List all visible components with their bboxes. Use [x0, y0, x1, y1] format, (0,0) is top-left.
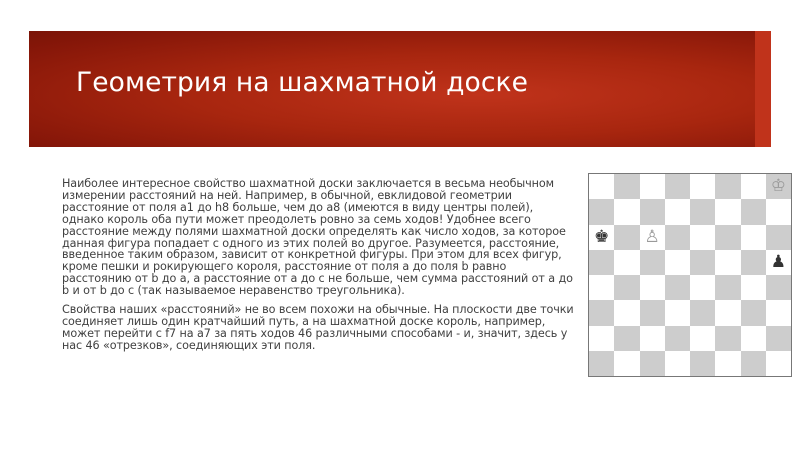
- square-g6: [741, 225, 766, 250]
- square-a3: [589, 300, 614, 325]
- square-e7: [690, 199, 715, 224]
- square-d5: [665, 250, 690, 275]
- square-f6: [715, 225, 740, 250]
- square-f3: [715, 300, 740, 325]
- square-f2: [715, 326, 740, 351]
- square-h6: [766, 225, 791, 250]
- square-f4: [715, 275, 740, 300]
- square-d6: [665, 225, 690, 250]
- square-g5: [741, 250, 766, 275]
- square-g4: [741, 275, 766, 300]
- slide-title: Геометрия на шахматной доске: [76, 67, 529, 98]
- square-d7: [665, 199, 690, 224]
- square-f8: [715, 174, 740, 199]
- square-f7: [715, 199, 740, 224]
- square-b4: [614, 275, 639, 300]
- black-pawn-icon: ♟: [770, 251, 786, 272]
- square-e2: [690, 326, 715, 351]
- square-d1: [665, 351, 690, 376]
- square-h1: [766, 351, 791, 376]
- square-c5: [640, 250, 665, 275]
- square-e8: [690, 174, 715, 199]
- square-c1: [640, 351, 665, 376]
- square-b7: [614, 199, 639, 224]
- square-h4: [766, 275, 791, 300]
- square-a2: [589, 326, 614, 351]
- square-d4: [665, 275, 690, 300]
- square-h8: [766, 174, 791, 199]
- square-a7: [589, 199, 614, 224]
- accent-stripe: [755, 31, 771, 147]
- square-d8: [665, 174, 690, 199]
- chess-board: [588, 173, 792, 377]
- square-a1: [589, 351, 614, 376]
- square-b2: [614, 326, 639, 351]
- square-h2: [766, 326, 791, 351]
- slide-body: [62, 178, 576, 359]
- square-g8: [741, 174, 766, 199]
- square-c2: [640, 326, 665, 351]
- square-h7: [766, 199, 791, 224]
- square-a6: [589, 225, 614, 250]
- top-bar: [0, 0, 800, 31]
- square-d2: [665, 326, 690, 351]
- square-f1: [715, 351, 740, 376]
- paragraph-1: Наиболее интересное свойство шахматной доски заключается в весьма необычном измерении расстояний на ней. Например, в обычной, евклидовой геометрии расстояние от поля а1 до h8 больше, чем до а8 (имеются в виду центры полей), однако король оба пути может преодолеть ровно за семь ходов! Удобнее всего расстояние между полями шахматной доски определять как число ходов, за которое данная фигура попадает с одного из этих полей во другое. Разумеется, расстояние, введенное таким образом, зависит от конкретной фигуры. При этом для всех фигур, кроме пешки и рокирующего короля, расстояние от поля а до поля b равно расстоянию от b до a, а расстояние от а до с не больше, чем сумма расстояний от а до b и от b до с (так называемое неравенство треугольника).: [62, 177, 573, 298]
- square-f5: [715, 250, 740, 275]
- square-g3: [741, 300, 766, 325]
- black-king-icon: ♚: [594, 226, 610, 247]
- square-a5: [589, 250, 614, 275]
- square-c3: [640, 300, 665, 325]
- square-d3: [665, 300, 690, 325]
- square-a8: [589, 174, 614, 199]
- square-c7: [640, 199, 665, 224]
- square-c8: [640, 174, 665, 199]
- square-e4: [690, 275, 715, 300]
- square-b3: [614, 300, 639, 325]
- square-c4: [640, 275, 665, 300]
- square-b5: [614, 250, 639, 275]
- square-h5: [766, 250, 791, 275]
- square-g7: [741, 199, 766, 224]
- square-b1: [614, 351, 639, 376]
- square-g2: [741, 326, 766, 351]
- white-king-icon: ♔: [770, 176, 786, 197]
- square-e1: [690, 351, 715, 376]
- square-b6: [614, 225, 639, 250]
- square-e3: [690, 300, 715, 325]
- square-b8: [614, 174, 639, 199]
- white-pawn-icon: ♙: [644, 226, 660, 247]
- square-e6: [690, 225, 715, 250]
- square-e5: [690, 250, 715, 275]
- square-a4: [589, 275, 614, 300]
- square-g1: [741, 351, 766, 376]
- paragraph-2: Свойства наших «расстояний» не во всем похожи на обычные. На плоскости две точки соединяет лишь один кратчайший путь, а на шахматной доске король, например, может перейти с f7 на a7 за пять ходов 46 различными способами - и, значит, здесь у нас 46 «отрезков», соединяющих эти поля.: [62, 303, 574, 352]
- square-c6: [640, 225, 665, 250]
- square-h3: [766, 300, 791, 325]
